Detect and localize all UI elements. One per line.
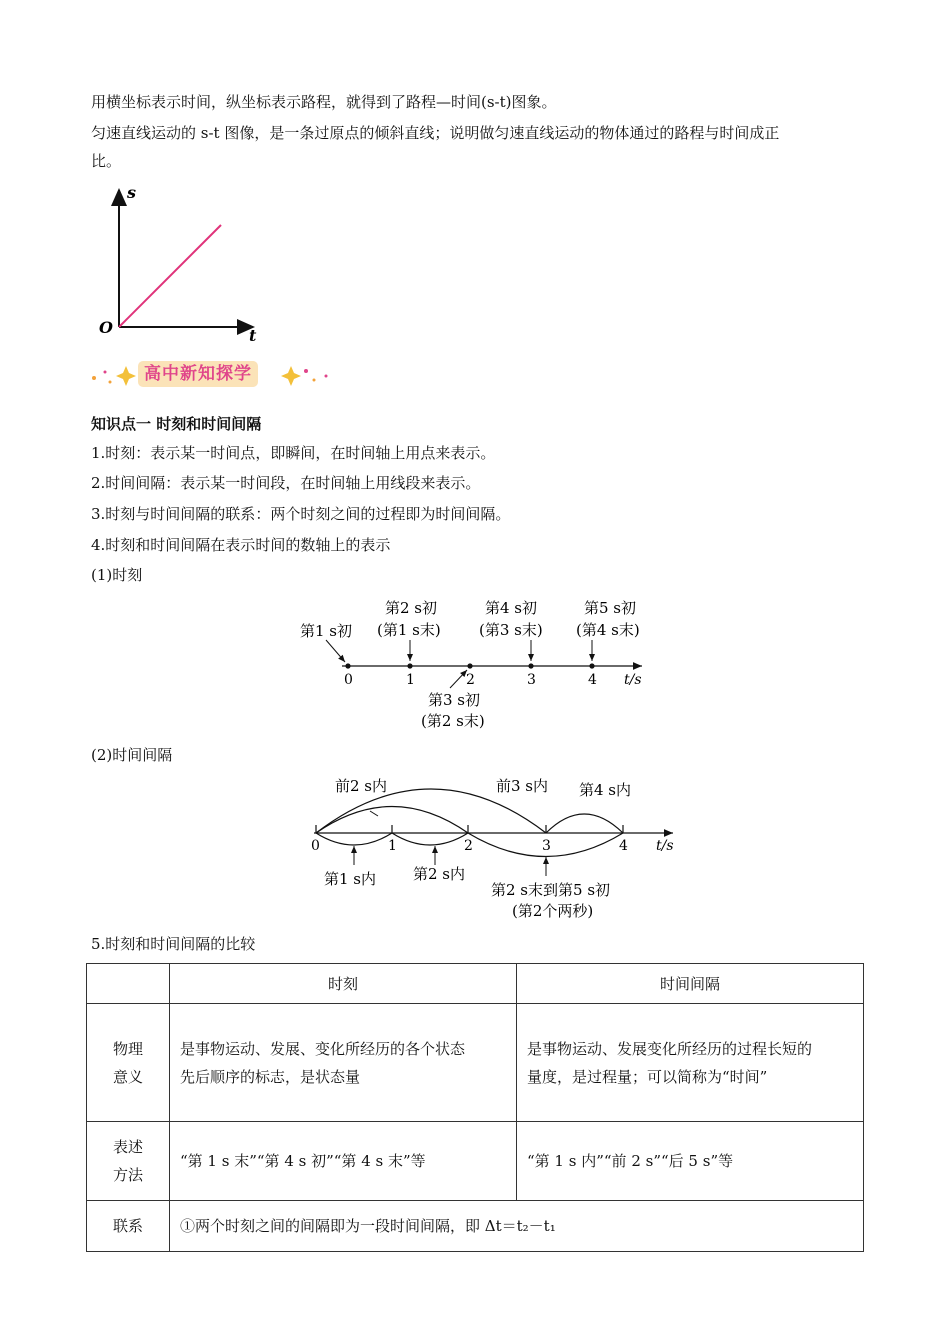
instant-label-3b: (第3 s末)	[479, 621, 543, 639]
table-row	[87, 1201, 864, 1252]
table-row	[87, 1122, 864, 1201]
st-x-label: t	[249, 326, 257, 345]
table-row	[87, 964, 864, 1004]
st-graph	[95, 180, 275, 345]
row2-label-a: 表述	[112, 1138, 143, 1156]
interval-label-di2: 第2 s内	[413, 865, 466, 883]
intro-line-3: 比。	[91, 152, 122, 170]
row2-jiange: “第 1 s 内”“前 2 s”“后 5 s”等	[517, 1122, 864, 1201]
instant-axis-unit: t/s	[624, 672, 642, 688]
interval-label-di2mo-b: (第2个两秒)	[512, 902, 594, 920]
interval-diagram	[300, 770, 690, 930]
interval-axis-unit: t/s	[656, 838, 674, 854]
row2-label-b: 方法	[112, 1166, 143, 1184]
arc-2nd-s	[392, 833, 468, 845]
para-4: 4.时刻和时间间隔在表示时间的数轴上的表示	[91, 536, 391, 554]
para-5: 5.时刻和时间间隔的比较	[91, 935, 256, 953]
instant-dot-3	[528, 663, 533, 668]
st-origin-label: O	[99, 318, 113, 337]
st-line	[119, 225, 221, 327]
instant-dot-2	[467, 663, 472, 668]
sub-heading-1: (1)时刻	[91, 566, 143, 584]
instant-tick-3: 3	[527, 672, 536, 688]
interval-tick-3: 3	[542, 838, 551, 854]
arc-first-3s	[316, 789, 546, 833]
table-cell	[170, 1004, 517, 1122]
instant-tick-2: 2	[466, 672, 475, 688]
banner-title: 高中新知探学	[138, 361, 258, 387]
interval-tick-1: 1	[388, 838, 397, 854]
row1-jiange-a: 是事物运动、发展变化所经历的过程长短的	[527, 1039, 813, 1058]
instant-label-0: 第1 s初	[300, 622, 353, 640]
instant-dot-4	[589, 663, 594, 668]
interval-tick-0: 0	[311, 838, 320, 854]
intro-line-2: 匀速直线运动的 s-t 图像，是一条过原点的倾斜直线；说明做匀速直线运动的物体通过的路程与时间成正	[91, 124, 780, 142]
instant-label-2b: (第2 s末)	[421, 712, 485, 730]
arc-4th-s	[546, 814, 623, 833]
interval-label-di4: 第4 s内	[579, 781, 632, 799]
comparison-table	[86, 963, 864, 1252]
instant-label-2a: 第3 s初	[428, 691, 481, 709]
section-heading: 知识点一 时刻和时间间隔	[91, 415, 262, 433]
row1-shike-a: 是事物运动、发展、变化所经历的各个状态	[180, 1039, 466, 1058]
row3-label: 联系	[87, 1201, 170, 1252]
interval-label-qian2: 前2 s内	[335, 777, 388, 795]
instant-label-1a: 第2 s初	[385, 599, 438, 617]
row1-label-a: 物理	[112, 1039, 143, 1058]
instant-dot-0	[345, 663, 350, 668]
row2-shike: “第 1 s 末”“第 4 s 初”“第 4 s 末”等	[170, 1122, 517, 1201]
para-3: 3.时刻与时间间隔的联系：两个时刻之间的过程即为时间间隔。	[91, 505, 511, 523]
instant-label-4b: (第4 s末)	[576, 621, 640, 639]
instant-tick-4: 4	[588, 672, 597, 688]
interval-tick-4: 4	[619, 838, 628, 854]
interval-label-di2mo-a: 第2 s末到第5 s初	[491, 881, 611, 899]
instant-label-4a: 第5 s初	[584, 599, 637, 617]
table-row-label	[87, 1004, 170, 1122]
sub-heading-2: (2)时间间隔	[91, 746, 173, 764]
interval-tick-2: 2	[464, 838, 473, 854]
table-row	[87, 1004, 864, 1122]
instant-tick-0: 0	[344, 672, 353, 688]
row1-label-b: 意义	[112, 1067, 143, 1086]
arc-1st-s	[316, 833, 392, 845]
interval-label-di1: 第1 s内	[324, 870, 377, 888]
table-row-label	[87, 1122, 170, 1201]
interval-label-qian3: 前3 s内	[496, 777, 549, 795]
row1-jiange-b: 量度，是过程量；可以简称为“时间”	[527, 1067, 768, 1086]
row3-text: ①两个时刻之间的间隔即为一段时间间隔，即 Δt＝t₂－t₁	[170, 1201, 864, 1252]
instant-tick-1: 1	[406, 672, 415, 688]
intro-line-1: 用横坐标表示时间，纵坐标表示路程，就得到了路程—时间(s-t)图象。	[91, 93, 557, 111]
table-header-shike: 时刻	[170, 964, 517, 1004]
table-corner-cell	[87, 964, 170, 1004]
instant-label-1b: (第1 s末)	[377, 621, 441, 639]
para-1: 1.时刻：表示某一时间点，即瞬间，在时间轴上用点来表示。	[91, 444, 496, 462]
st-y-label: s	[127, 183, 137, 202]
section-banner	[88, 358, 333, 392]
table-cell	[517, 1004, 864, 1122]
table-header-jiange: 时间间隔	[517, 964, 864, 1004]
row1-shike-b: 先后顺序的标志，是状态量	[180, 1067, 361, 1086]
instant-label-3a: 第4 s初	[485, 599, 538, 617]
para-2: 2.时间间隔：表示某一时间段，在时间轴上用线段来表示。	[91, 474, 481, 492]
instant-dot-1	[407, 663, 412, 668]
instant-diagram	[290, 592, 660, 737]
